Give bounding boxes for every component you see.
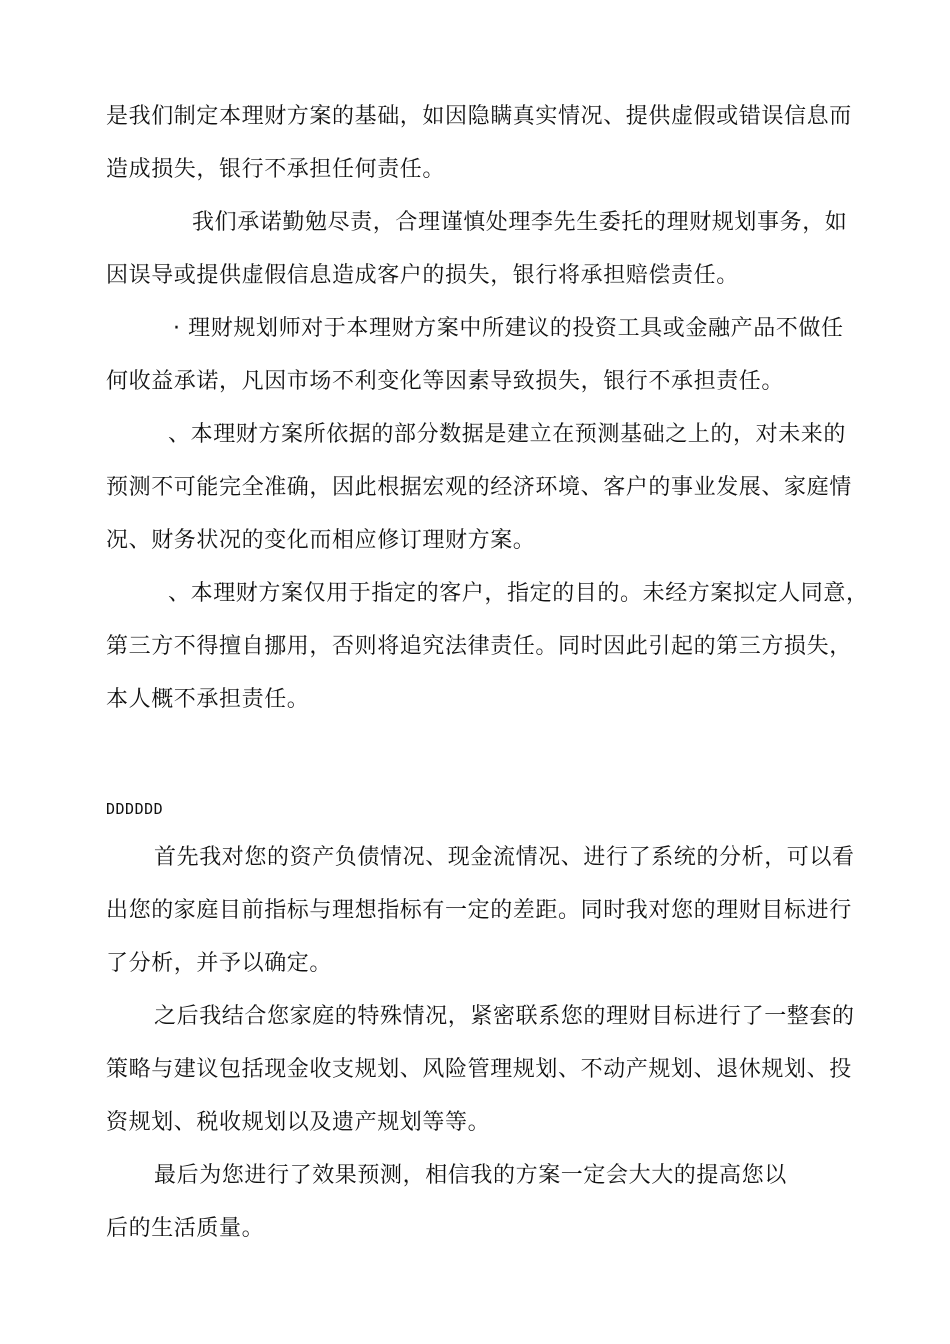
summary-paragraph-2-line-2: 策略与建议包括现金收支规划、风险管理规划、不动产规划、退休规划、投 — [106, 1057, 852, 1082]
summary-paragraph-2-line-1: 之后我结合您家庭的特殊情况，紧密联系您的理财目标进行了一整套的 — [154, 1004, 855, 1029]
section-heading: DDDDDD — [106, 800, 164, 818]
disclaimer-paragraph-5-line-3: 本人概不承担责任。 — [106, 687, 310, 712]
disclaimer-paragraph-1-line-1: 是我们制定本理财方案的基础，如因隐瞒真实情况、提供虚假或错误信息而 — [106, 104, 852, 129]
summary-paragraph-2-line-3: 资规划、税收规划以及遗产规划等等。 — [106, 1110, 491, 1135]
disclaimer-paragraph-3-line-1: · 理财规划师对于本理财方案中所建议的投资工具或金融产品不做任 — [173, 316, 844, 341]
summary-paragraph-1-line-2: 出您的家庭目前指标与理想指标有一定的差距。同时我对您的理财目标进行 — [106, 898, 852, 923]
disclaimer-paragraph-2-line-2: 因误导或提供虚假信息造成客户的损失，银行将承担赔偿责任。 — [106, 263, 739, 288]
disclaimer-paragraph-1-line-2: 造成损失，银行不承担任何责任。 — [106, 157, 446, 182]
disclaimer-paragraph-5-line-2: 第三方不得擅自挪用，否则将追究法律责任。同时因此引起的第三方损失， — [106, 634, 852, 659]
summary-paragraph-3-line-1: 最后为您进行了效果预测，相信我的方案一定会大大的提高您以 — [154, 1163, 787, 1188]
summary-paragraph-3-line-2: 后的生活质量。 — [106, 1216, 265, 1241]
disclaimer-paragraph-4-line-3: 况、财务状况的变化而相应修订理财方案。 — [106, 528, 536, 553]
summary-paragraph-1-line-3: 了分析，并予以确定。 — [106, 951, 333, 976]
disclaimer-paragraph-5-line-1: 、本理财方案仅用于指定的客户，指定的目的。未经方案拟定人同意， — [168, 581, 869, 606]
disclaimer-paragraph-4-line-1: 、本理财方案所依据的部分数据是建立在预测基础之上的，对未来的 — [168, 422, 847, 447]
disclaimer-paragraph-2-line-1: 我们承诺勤勉尽责，合理谨慎处理李先生委托的理财规划事务，如 — [192, 210, 848, 235]
disclaimer-paragraph-3-line-2: 何收益承诺，凡因市场不利变化等因素导致损失，银行不承担责任。 — [106, 369, 785, 394]
disclaimer-paragraph-4-line-2: 预测不可能完全准确，因此根据宏观的经济环境、客户的事业发展、家庭情 — [106, 475, 852, 500]
summary-paragraph-1-line-1: 首先我对您的资产负债情况、现金流情况、进行了系统的分析，可以看 — [154, 845, 855, 870]
